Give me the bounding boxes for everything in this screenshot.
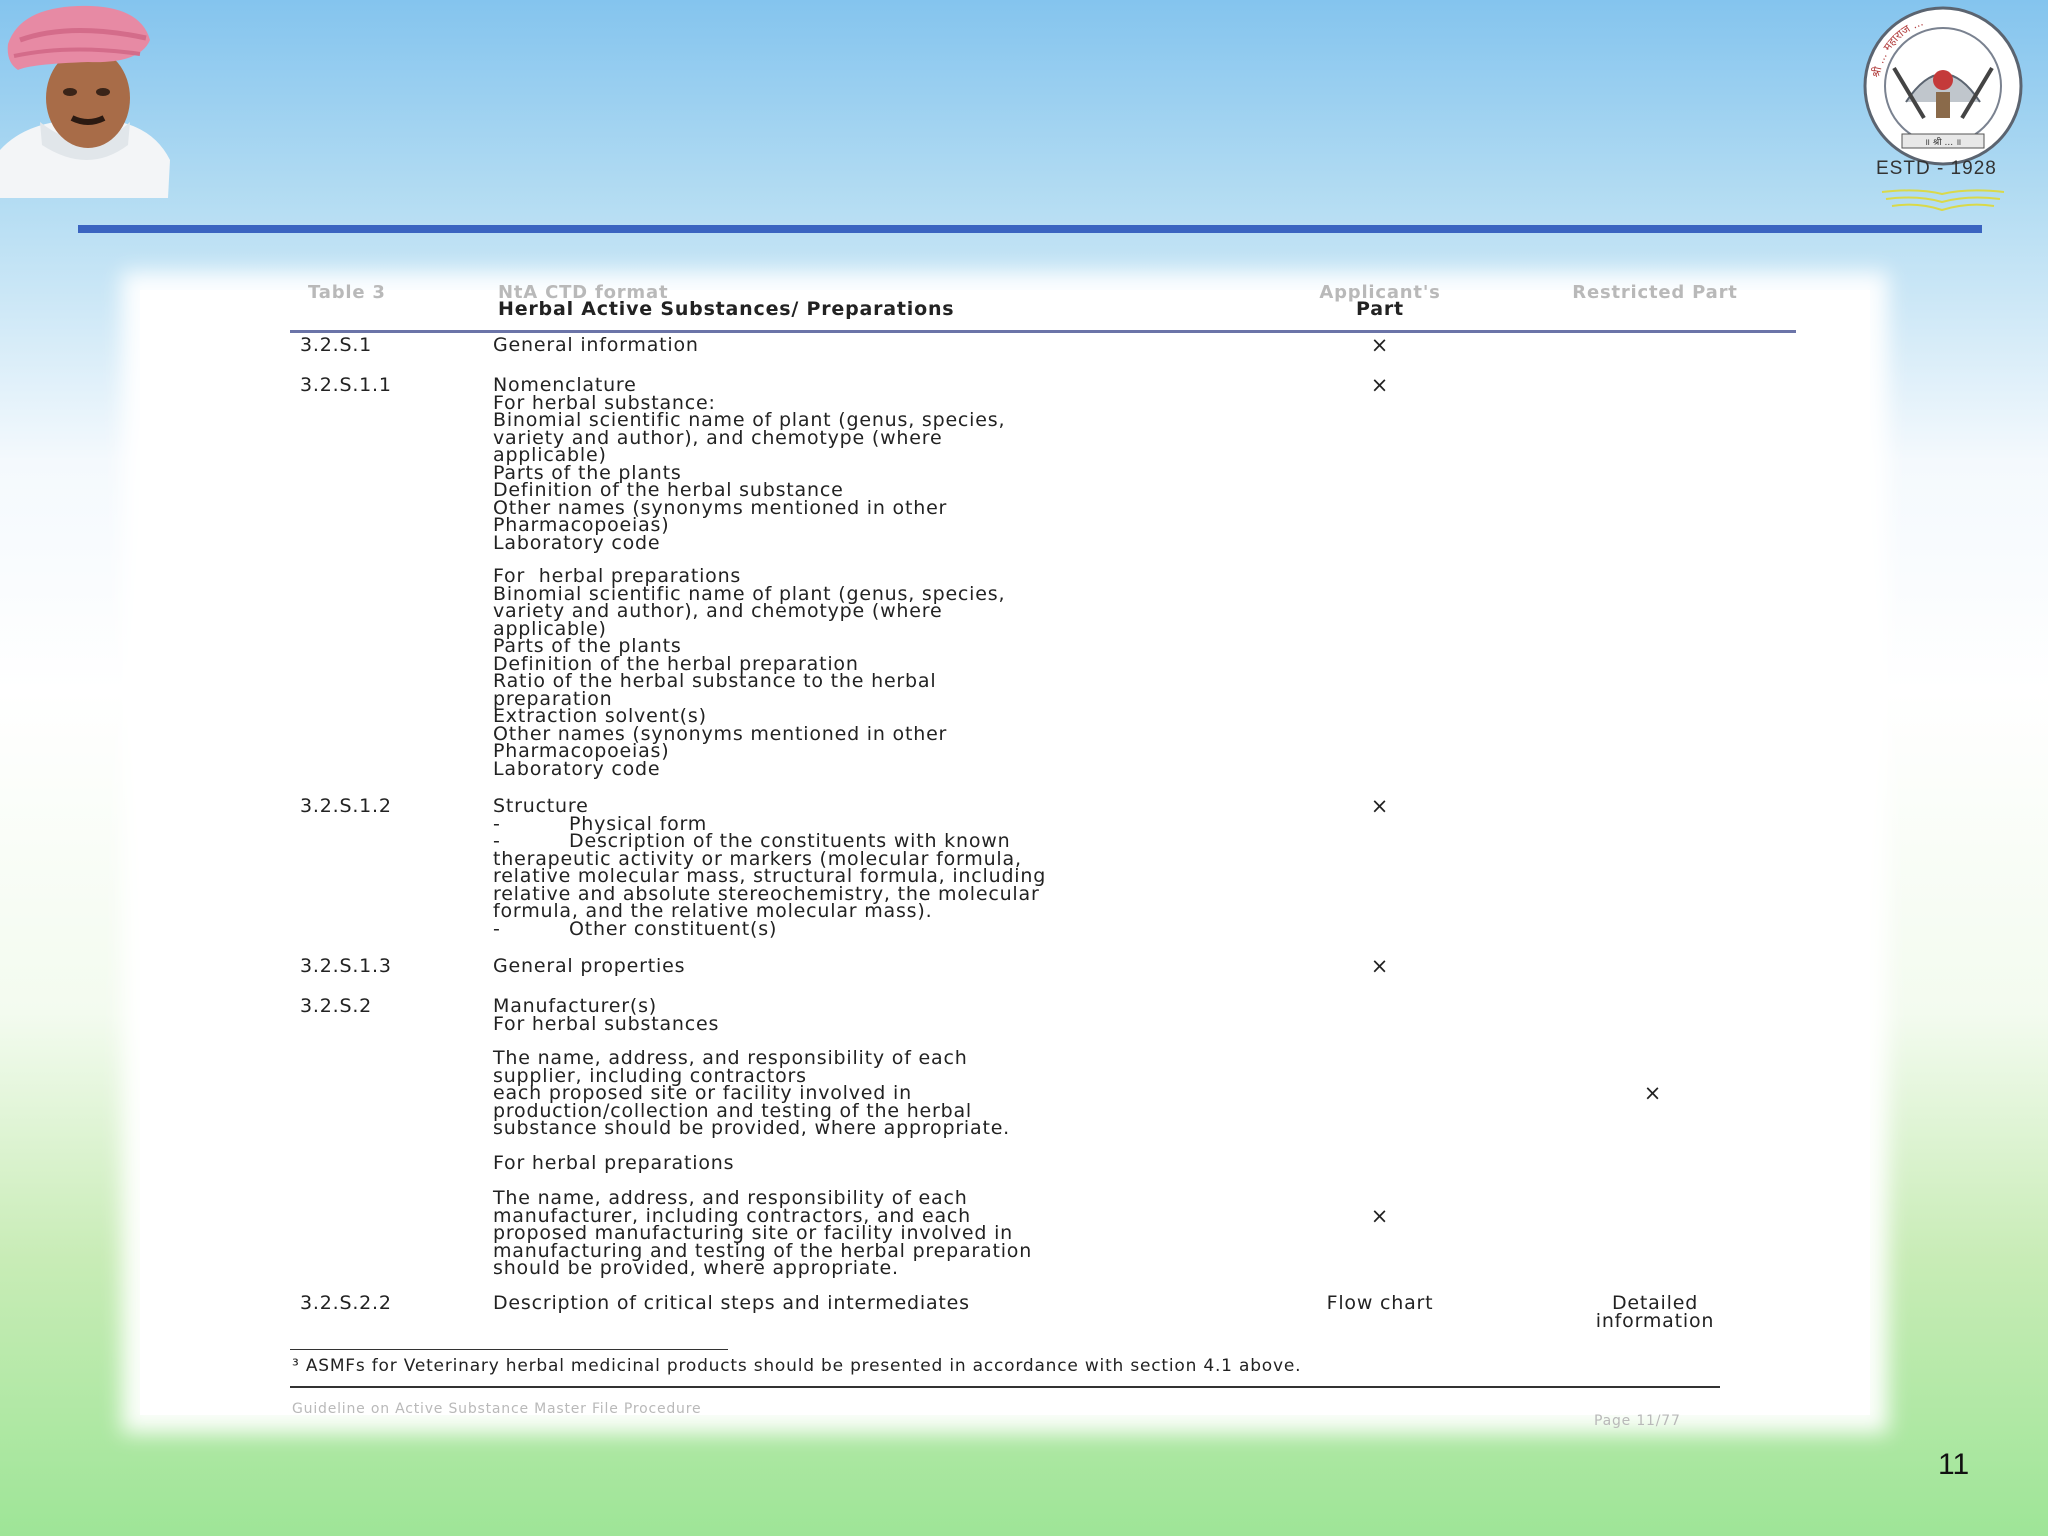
restricted-value: Detailed information bbox=[1595, 1292, 1715, 1332]
section-text: For herbal preparations Binomial scientific name of plant (genus, species, variety and author), and chemotype (where applicable) Parts of the plants Definition of the herbal preparation Ratio of the herbal substance to the herbal preparation Extraction solvent(s) Other names (synonyms mentioned in other Pharmacopoeias) Laboratory code bbox=[493, 565, 1006, 780]
footnote-divider bbox=[290, 1349, 728, 1350]
section-code: 3.2.S.1 bbox=[300, 334, 373, 356]
section-text: The name, address, and responsibility of each supplier, including contractors each proposed site or facility involved in production/collection and testing of the herbal substance should be provided, where appropriate. bbox=[493, 1047, 1011, 1139]
applicant-mark: × bbox=[1370, 954, 1390, 978]
section-text: Manufacturer(s) For herbal substances bbox=[493, 995, 720, 1035]
institution-logo bbox=[1844, 6, 2042, 216]
document-footer-title: Guideline on Active Substance Master File Procedure bbox=[292, 1401, 702, 1417]
section-code: 3.2.S.2.2 bbox=[300, 1292, 392, 1314]
applicant-value: Flow chart bbox=[1326, 1292, 1434, 1314]
section-text: Description of critical steps and intermediates bbox=[493, 1292, 970, 1314]
applicant-part-header: Part bbox=[1356, 298, 1404, 320]
section-code: 3.2.S.1.1 bbox=[300, 374, 392, 396]
applicant-mark: × bbox=[1370, 1204, 1390, 1228]
footnote: ³ ASMFs for Veterinary herbal medicinal products should be presented in accordance with section 4.1 above. bbox=[292, 1356, 1302, 1376]
applicant-mark: × bbox=[1370, 333, 1390, 357]
header-divider bbox=[78, 225, 1982, 233]
svg-text:श्री ... महाराज ...: श्री ... महाराज ... bbox=[1869, 15, 1925, 79]
svg-text:॥ श्री ... ॥: ॥ श्री ... ॥ bbox=[1924, 138, 1962, 148]
section-text: For herbal preparations bbox=[493, 1152, 735, 1174]
table-header-rule bbox=[290, 330, 1796, 333]
section-text: Nomenclature For herbal substance: Binomial scientific name of plant (genus, species, variety and author), and chemotype (where applicable) Parts of the plants Definition of the herbal substance Other names (synonyms mentioned in other Pharmacopoeias) Laboratory code bbox=[493, 374, 1006, 554]
format-header-top: NtA CTD format bbox=[498, 282, 669, 303]
applicant-header-top: Applicant's bbox=[1319, 282, 1441, 303]
document-page-number: Page 11/77 bbox=[1594, 1413, 1681, 1429]
table-number-header: Table 3 bbox=[308, 282, 386, 303]
institution-seal-icon bbox=[1844, 6, 2042, 166]
applicant-mark: × bbox=[1370, 794, 1390, 818]
ornament-icon bbox=[1878, 186, 2008, 212]
applicant-mark: × bbox=[1370, 373, 1390, 397]
section-text: The name, address, and responsibility of each manufacturer, including contractors, and each proposed manufacturing site or facility involved in manufacturing and testing of the herbal preparation should be provided, where appropriate. bbox=[493, 1187, 1033, 1279]
section-code: 3.2.S.1.3 bbox=[300, 955, 392, 977]
section-text: Structure - Physical form - Description of the constituents with known therapeutic activity or markers (molecular formula, relative molecular mass, structural formula, including relative and absolute stereochemistry, the molecular formula, and the relative molecular mass). - Other constituent(s) bbox=[493, 795, 1047, 940]
substances-column-header: Herbal Active Substances/ Preparations bbox=[498, 298, 955, 320]
estd-label: ESTD - 1928 bbox=[1876, 158, 1997, 179]
restricted-part-header: Restricted Part bbox=[1572, 282, 1738, 303]
section-text: General information bbox=[493, 334, 699, 356]
section-text: General properties bbox=[493, 955, 686, 977]
restricted-mark: × bbox=[1643, 1081, 1663, 1105]
section-code: 3.2.S.2 bbox=[300, 995, 373, 1017]
slide-number: 11 bbox=[1938, 1448, 1970, 1481]
portrait-photo bbox=[0, 0, 178, 198]
section-code: 3.2.S.1.2 bbox=[300, 795, 392, 817]
footer-divider bbox=[290, 1386, 1720, 1388]
